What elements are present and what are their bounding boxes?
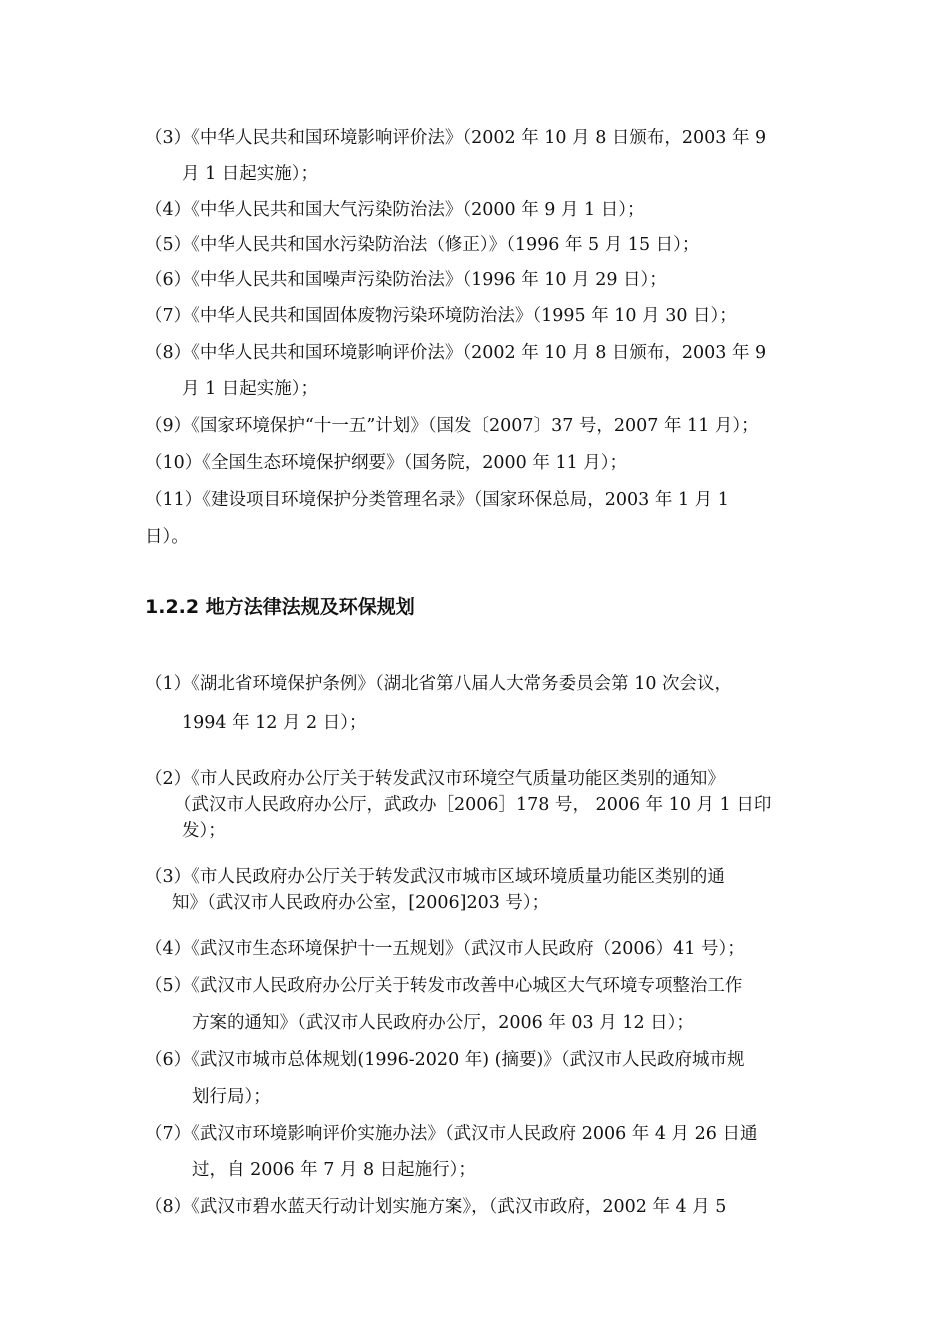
national-item-11-continuation: 日）。	[145, 527, 189, 547]
item-text: 《国家环境保护“十一五”计划》（国发〔2007〕37 号，2007 年 11 月）；	[191, 416, 759, 436]
local-item-6-continuation: 划行局）；	[192, 1087, 271, 1107]
national-item-11	[145, 488, 729, 512]
local-item-1	[145, 672, 732, 696]
local-item-7-continuation: 过，自 2006 年 7 月 8 日起施行）；	[192, 1160, 476, 1180]
item-text: 《武汉市碧水蓝天行动计划实施方案》，（武汉市政府，2002 年 4 月 5	[191, 1197, 727, 1217]
item-text: 《全国生态环境保护纲要》（国务院，2000 年 11 月）；	[202, 453, 628, 473]
item-number: （7）	[145, 306, 192, 326]
local-item-5	[145, 974, 742, 998]
national-item-3-continuation: 月 1 日起实施）；	[182, 164, 319, 184]
item-number: （3）	[145, 128, 192, 148]
item-number: （5）	[145, 976, 192, 996]
item-number: （5）	[145, 235, 192, 255]
item-number: （7）	[145, 1124, 192, 1144]
item-text: 《武汉市环境影响评价实施办法》（武汉市人民政府 2006 年 4 月 26 日通	[191, 1124, 758, 1144]
item-number: （10）	[145, 453, 203, 473]
local-item-3-continuation: 知》（武汉市人民政府办公室，[2006]203 号）；	[172, 893, 550, 913]
local-item-2-continuation-2: 发）；	[182, 821, 226, 841]
national-item-4	[145, 198, 645, 222]
item-text: 《市人民政府办公厅关于转发武汉市环境空气质量功能区类别的通知》	[191, 769, 725, 789]
item-text: 《中华人民共和国噪声污染防治法》（1996 年 10 月 29 日）；	[191, 270, 667, 290]
national-item-7	[145, 304, 737, 328]
local-item-4	[145, 937, 745, 961]
item-text: 《中华人民共和国环境影响评价法》（2002 年 10 月 8 日颁布，2003 年 9	[191, 128, 767, 148]
local-item-7	[145, 1122, 757, 1146]
item-text: 《中华人民共和国水污染防治法（修正）》（1996 年 5 月 15 日）；	[191, 235, 700, 255]
local-item-1-continuation: 1994 年 12 月 2 日）；	[182, 713, 367, 733]
item-text: 《武汉市生态环境保护十一五规划》（武汉市人民政府（2006）41 号）；	[191, 939, 745, 959]
local-item-5-continuation: 方案的通知》（武汉市人民政府办公厅，2006 年 03 月 12 日）；	[192, 1013, 694, 1033]
item-number: （8）	[145, 1197, 192, 1217]
national-item-8-continuation: 月 1 日起实施）；	[182, 379, 319, 399]
item-number: （2）	[145, 769, 192, 789]
section-heading: 1.2.2 地方法律法规及环保规划	[145, 596, 415, 618]
local-item-2	[145, 767, 725, 791]
national-item-6	[145, 268, 667, 292]
item-number: （4）	[145, 200, 192, 220]
local-item-8	[145, 1195, 726, 1219]
national-item-10	[145, 451, 627, 475]
local-item-3	[145, 865, 725, 889]
item-text: 《中华人民共和国固体废物污染环境防治法》（1995 年 10 月 30 日）；	[191, 306, 737, 326]
national-item-8	[145, 341, 766, 365]
item-number: （9）	[145, 416, 192, 436]
item-text: 《建设项目环境保护分类管理名录》（国家环保总局，2003 年 1 月 1	[202, 490, 729, 510]
item-number: （1）	[145, 674, 192, 694]
item-text: 《武汉市城市总体规划(1996-2020 年) (摘要)》（武汉市人民政府城市规	[191, 1050, 745, 1070]
item-text: 《湖北省环境保护条例》（湖北省第八届人大常务委员会第 10 次会议，	[191, 674, 733, 694]
item-text: 《武汉市人民政府办公厅关于转发市改善中心城区大气环境专项整治工作	[191, 976, 743, 996]
item-text: 《市人民政府办公厅关于转发武汉市城市区域环境质量功能区类别的通	[191, 867, 725, 887]
local-item-6	[145, 1048, 745, 1072]
item-number: （8）	[145, 343, 192, 363]
item-number: （3）	[145, 867, 192, 887]
local-item-2-continuation: （武汉市人民政府办公厅，武政办［2006］178 号， 2006 年 10 月 1 日印	[174, 795, 772, 815]
item-number: （6）	[145, 1050, 192, 1070]
item-text: 《中华人民共和国大气污染防治法》（2000 年 9 月 1 日）；	[191, 200, 645, 220]
item-number: （4）	[145, 939, 192, 959]
item-number: （6）	[145, 270, 192, 290]
national-item-9	[145, 414, 759, 438]
item-number: （11）	[145, 490, 203, 510]
national-item-5	[145, 233, 699, 257]
national-item-3	[145, 126, 766, 150]
item-text: 《中华人民共和国环境影响评价法》（2002 年 10 月 8 日颁布，2003 年 9	[191, 343, 767, 363]
